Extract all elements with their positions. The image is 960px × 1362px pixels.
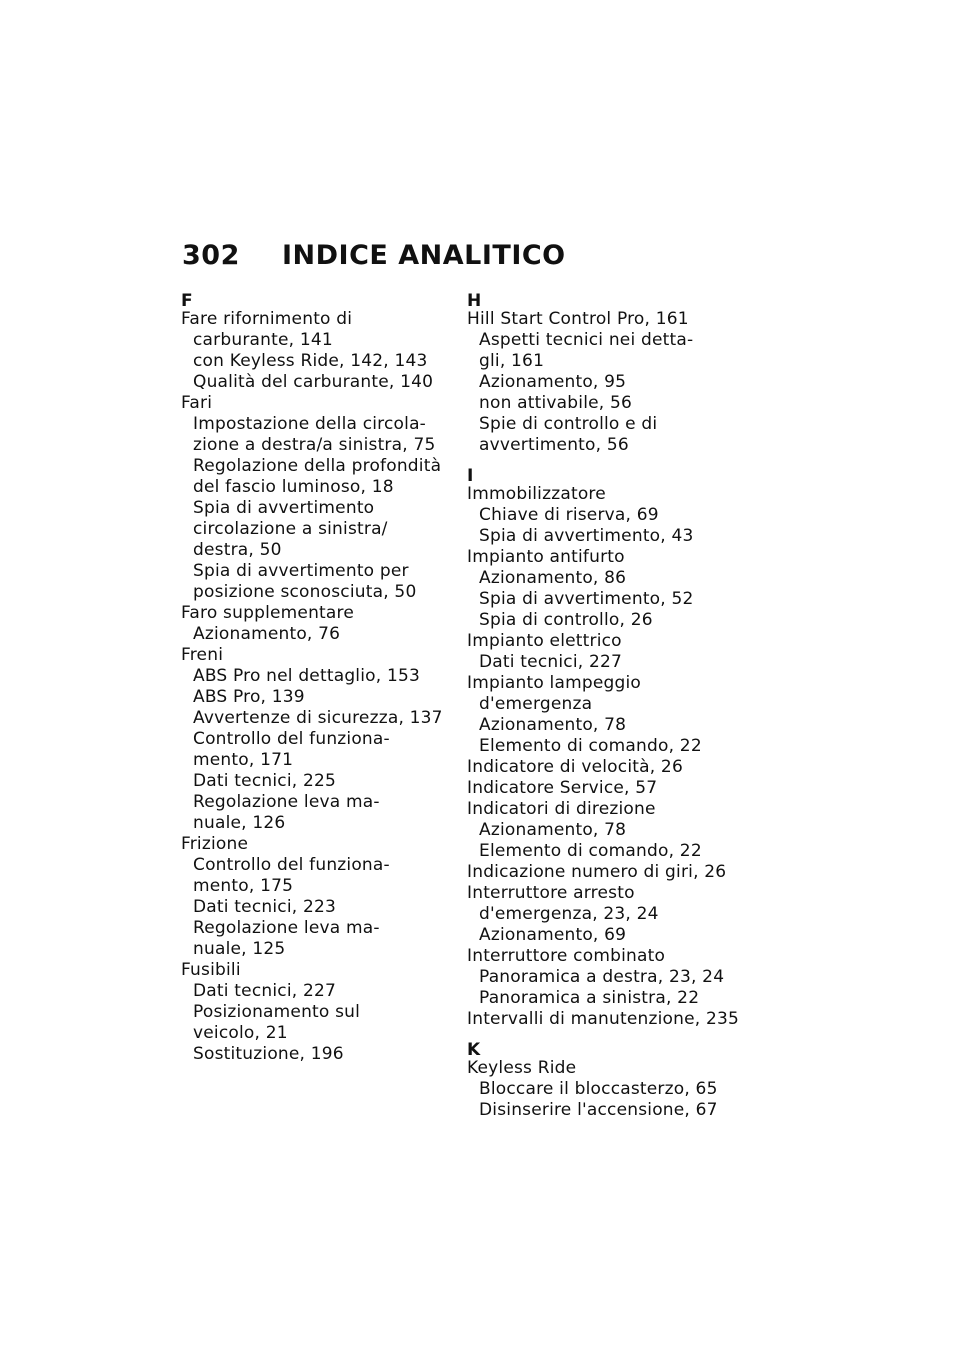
index-subentry: Spia di avvertimento, 43	[479, 526, 694, 546]
index-subentry: Elemento di comando, 22	[479, 841, 702, 861]
index-subentry: Spia di avvertimento per	[193, 561, 409, 581]
index-letter-heading: H	[467, 291, 482, 311]
index-letter-heading: F	[181, 291, 193, 311]
index-subentry: Impostazione della circola-	[193, 414, 427, 434]
index-letter-heading: K	[467, 1040, 481, 1060]
index-entry-continuation: carburante, 141	[193, 330, 333, 350]
index-entry: Freni	[181, 645, 224, 665]
index-subentry: Spia di avvertimento	[193, 498, 375, 518]
index-subentry: Chiave di riserva, 69	[479, 505, 659, 525]
index-entry-continuation: del fascio luminoso, 18	[193, 477, 394, 497]
index-subentry: Spie di controllo e di	[479, 414, 658, 434]
index-entry: Fare rifornimento di	[181, 309, 353, 329]
index-entry-continuation: avvertimento, 56	[479, 435, 629, 455]
index-subentry: Avvertenze di sicurezza, 137	[193, 708, 443, 728]
index-subentry: Panoramica a sinistra, 22	[479, 988, 700, 1008]
section-gap	[467, 456, 737, 468]
page-title: INDICE ANALITICO	[282, 240, 566, 271]
index-entry: Impianto lampeggio	[467, 673, 642, 693]
index-entry: Impianto elettrico	[467, 631, 622, 651]
index-entry: Indicatore di velocità, 26	[467, 757, 683, 777]
index-subentry: ABS Pro nel dettaglio, 153	[193, 666, 421, 686]
index-entry: Indicatore Service, 57	[467, 778, 658, 798]
index-entry-continuation: mento, 171	[193, 750, 294, 770]
index-entry: Faro supplementare	[181, 603, 355, 623]
index-entry: Frizione	[181, 834, 249, 854]
index-letter-heading: I	[467, 466, 474, 486]
index-entry: Indicatori di direzione	[467, 799, 656, 819]
index-entry: Impianto antifurto	[467, 547, 625, 567]
index-entry-continuation: mento, 175	[193, 876, 294, 896]
index-column-left	[181, 293, 441, 1065]
index-entry-continuation: posizione sconosciuta, 50	[193, 582, 417, 602]
index-entry-continuation: gli, 161	[479, 351, 545, 371]
index-subentry: Azionamento, 95	[479, 372, 627, 392]
index-subentry: Dati tecnici, 223	[193, 897, 336, 917]
index-entry-continuation: circolazione a sinistra/	[193, 519, 388, 539]
index-entry-continuation: nuale, 126	[193, 813, 286, 833]
index-subentry: Controllo del funziona-	[193, 729, 390, 749]
index-subentry: ABS Pro, 139	[193, 687, 305, 707]
section-gap	[467, 1030, 737, 1042]
index-subentry: Panoramica a destra, 23, 24	[479, 967, 725, 987]
index-entry: Indicazione numero di giri, 26	[467, 862, 727, 882]
index-subentry: Azionamento, 69	[479, 925, 627, 945]
index-subentry: con Keyless Ride, 142, 143	[193, 351, 428, 371]
index-entry-continuation: zione a destra/a sinistra, 75	[193, 435, 436, 455]
index-subentry: Controllo del funziona-	[193, 855, 390, 875]
page-number: 302	[182, 240, 240, 271]
index-subentry: Qualità del carburante, 140	[193, 372, 434, 392]
index-subentry: Bloccare il bloccasterzo, 65	[479, 1079, 718, 1099]
index-entry: Fusibili	[181, 960, 241, 980]
index-entry-continuation: destra, 50	[193, 540, 282, 560]
index-subentry: Regolazione della profondità	[193, 456, 442, 476]
index-entry: Intervalli di manutenzione, 235	[467, 1009, 740, 1029]
index-subentry: Spia di avvertimento, 52	[479, 589, 694, 609]
index-entry-continuation: d'emergenza	[479, 694, 593, 714]
index-subentry: Regolazione leva ma-	[193, 918, 380, 938]
index-subentry: Regolazione leva ma-	[193, 792, 380, 812]
index-subentry: Azionamento, 78	[479, 820, 627, 840]
index-subentry: Aspetti tecnici nei detta-	[479, 330, 694, 350]
index-subentry: Azionamento, 78	[479, 715, 627, 735]
index-subentry: Sostituzione, 196	[193, 1044, 344, 1064]
index-entry-continuation: nuale, 125	[193, 939, 286, 959]
index-entry: Interruttore arresto	[467, 883, 635, 903]
index-subentry: Dati tecnici, 227	[479, 652, 622, 672]
index-subentry: Azionamento, 76	[193, 624, 341, 644]
index-entry: Interruttore combinato	[467, 946, 666, 966]
index-column-right	[467, 291, 740, 1121]
index-entry: Hill Start Control Pro, 161	[467, 309, 689, 329]
index-entry: Immobilizzatore	[467, 484, 606, 504]
index-subentry: Dati tecnici, 227	[193, 981, 336, 1001]
index-subentry: Posizionamento sul	[193, 1002, 361, 1022]
index-entry-continuation: d'emergenza, 23, 24	[479, 904, 659, 924]
index-subentry: Dati tecnici, 225	[193, 771, 336, 791]
index-subentry: Spia di controllo, 26	[479, 610, 653, 630]
index-entry: Fari	[181, 393, 213, 413]
index-subentry: non attivabile, 56	[479, 393, 633, 413]
index-subentry: Azionamento, 86	[479, 568, 627, 588]
index-subentry: Elemento di comando, 22	[479, 736, 702, 756]
index-subentry: Disinserire l'accensione, 67	[479, 1100, 718, 1120]
index-entry-continuation: veicolo, 21	[193, 1023, 288, 1043]
index-entry: Keyless Ride	[467, 1058, 577, 1078]
